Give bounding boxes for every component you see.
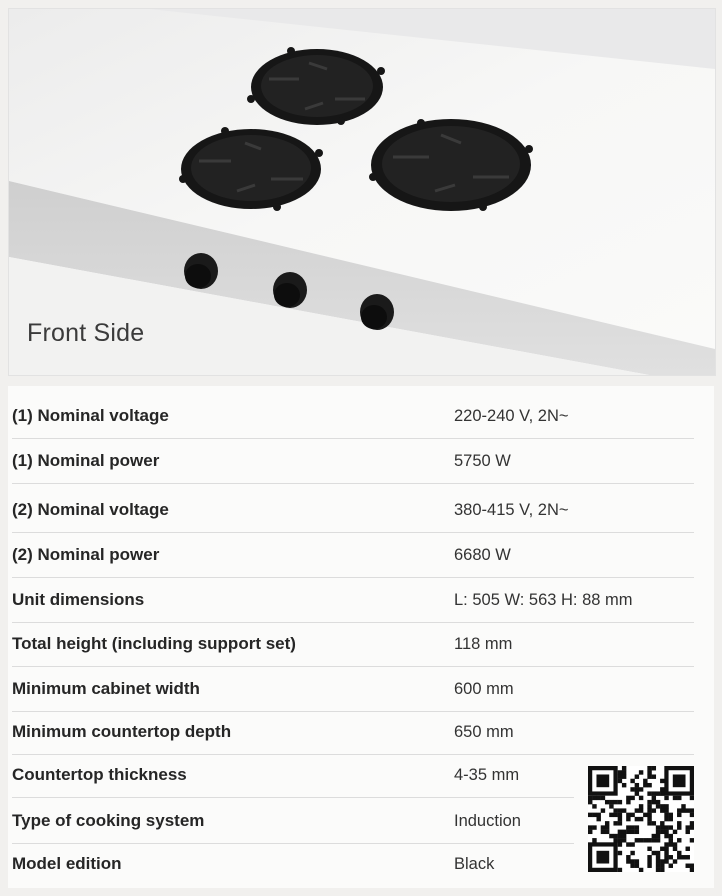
qr-module — [664, 830, 668, 834]
qr-module — [618, 817, 622, 821]
qr-module — [601, 808, 605, 812]
qr-module — [647, 864, 651, 868]
spec-label: Minimum countertop depth — [12, 722, 232, 741]
spec-label: (1) Nominal voltage — [12, 406, 169, 425]
qr-module — [609, 804, 613, 808]
qr-module — [652, 774, 656, 778]
qr-module — [639, 808, 643, 812]
qr-module — [605, 800, 609, 804]
qr-module — [626, 859, 630, 863]
spec-row — [12, 439, 694, 484]
qr-module — [652, 821, 656, 825]
qr-module — [622, 830, 626, 834]
qr-module — [660, 859, 664, 863]
qr-module — [677, 838, 681, 842]
qr-module — [639, 804, 643, 808]
qr-module — [609, 800, 613, 804]
qr-module — [656, 868, 660, 872]
qr-module — [664, 859, 668, 863]
qr-module — [652, 838, 656, 842]
qr-module — [660, 847, 664, 851]
qr-module — [652, 766, 656, 770]
qr-module — [635, 859, 639, 863]
qr-module — [656, 825, 660, 829]
qr-module — [613, 808, 617, 812]
qr-module — [596, 817, 600, 821]
qr-module — [647, 813, 651, 817]
qr-module — [630, 842, 634, 846]
qr-module — [622, 834, 626, 838]
spec-label: (1) Nominal power — [12, 451, 160, 470]
qr-module — [630, 830, 634, 834]
qr-module — [652, 808, 656, 812]
qr-module — [686, 864, 690, 868]
spec-label: Minimum cabinet width — [12, 679, 200, 698]
qr-module — [686, 830, 690, 834]
qr-module — [647, 804, 651, 808]
qr-module — [690, 838, 694, 842]
qr-module — [639, 868, 643, 872]
qr-module — [664, 851, 668, 855]
qr-module — [669, 834, 673, 838]
qr-module — [669, 838, 673, 842]
qr-module — [690, 796, 694, 800]
qr-module — [588, 796, 592, 800]
qr-module — [609, 813, 613, 817]
qr-module — [690, 808, 694, 812]
qr-module — [639, 770, 643, 774]
qr-module — [656, 855, 660, 859]
qr-module — [673, 796, 677, 800]
qr-module — [622, 808, 626, 812]
qr-module — [652, 834, 656, 838]
qr-module — [647, 838, 651, 842]
qr-module — [592, 838, 596, 842]
qr-module — [605, 830, 609, 834]
qr-module — [677, 813, 681, 817]
spec-row — [12, 842, 574, 886]
control-knob-icon — [184, 253, 218, 289]
qr-module — [588, 830, 592, 834]
spec-value: 600 mm — [454, 679, 514, 698]
spec-value: 118 mm — [454, 634, 513, 653]
qr-finder — [673, 774, 686, 787]
qr-module — [618, 813, 622, 817]
spec-value: L: 505 W: 563 H: 88 mm — [454, 590, 633, 609]
qr-module — [613, 838, 617, 842]
qr-module — [647, 791, 651, 795]
qr-module — [613, 800, 617, 804]
qr-module — [660, 864, 664, 868]
qr-module — [664, 855, 668, 859]
qr-module — [643, 783, 647, 787]
qr-module — [690, 825, 694, 829]
qr-module — [630, 796, 634, 800]
qr-module — [639, 796, 643, 800]
qr-module — [622, 770, 626, 774]
qr-module — [622, 838, 626, 842]
qr-finder — [596, 851, 609, 864]
qr-module — [588, 825, 592, 829]
qr-module — [686, 808, 690, 812]
spec-row — [12, 799, 574, 844]
qr-module — [613, 821, 617, 825]
qr-module — [677, 825, 681, 829]
qr-module — [592, 813, 596, 817]
qr-module — [635, 864, 639, 868]
spec-label: (2) Nominal voltage — [12, 500, 169, 519]
qr-module — [596, 813, 600, 817]
qr-module — [677, 851, 681, 855]
qr-module — [656, 838, 660, 842]
qr-module — [618, 800, 622, 804]
qr-module — [660, 830, 664, 834]
qr-module — [660, 804, 664, 808]
spec-label: Unit dimensions — [12, 590, 145, 609]
qr-module — [618, 774, 622, 778]
qr-module — [626, 813, 630, 817]
qr-module — [690, 821, 694, 825]
spec-value: 6680 W — [454, 545, 511, 564]
qr-module — [647, 766, 651, 770]
qr-module — [643, 779, 647, 783]
qr-module — [588, 813, 592, 817]
qr-module — [647, 817, 651, 821]
qr-module — [681, 855, 685, 859]
qr-module — [635, 817, 639, 821]
spec-label: (2) Nominal power — [12, 545, 160, 564]
qr-module — [656, 800, 660, 804]
qr-module — [656, 834, 660, 838]
qr-module — [647, 783, 651, 787]
qr-module — [647, 821, 651, 825]
qr-module — [618, 842, 622, 846]
qr-module — [652, 791, 656, 795]
qr-module — [664, 813, 668, 817]
qr-module — [656, 791, 660, 795]
qr-module — [626, 830, 630, 834]
spec-row — [12, 667, 694, 712]
qr-module — [592, 796, 596, 800]
qr-module — [639, 787, 643, 791]
qr-module — [618, 821, 622, 825]
qr-module — [622, 774, 626, 778]
qr-module — [656, 851, 660, 855]
qr-module — [630, 813, 634, 817]
qr-module — [664, 804, 668, 808]
qr-module — [647, 859, 651, 863]
qr-module — [660, 787, 664, 791]
qr-module — [690, 868, 694, 872]
qr-module — [686, 825, 690, 829]
qr-module — [592, 804, 596, 808]
qr-module — [664, 834, 668, 838]
qr-module — [669, 817, 673, 821]
qr-module — [596, 796, 600, 800]
qr-module — [652, 796, 656, 800]
qr-module — [618, 851, 622, 855]
qr-module — [690, 813, 694, 817]
qr-module — [588, 800, 592, 804]
qr-module — [630, 787, 634, 791]
qr-module — [630, 779, 634, 783]
qr-module — [652, 800, 656, 804]
qr-module — [664, 817, 668, 821]
qr-module — [664, 825, 668, 829]
qr-module — [664, 842, 668, 846]
qr-module — [618, 770, 622, 774]
qr-module — [601, 796, 605, 800]
qr-module — [630, 825, 634, 829]
qr-module — [635, 774, 639, 778]
qr-module — [626, 800, 630, 804]
qr-module — [601, 825, 605, 829]
image-caption: Front Side — [27, 319, 145, 347]
qr-module — [639, 838, 643, 842]
qr-module — [647, 770, 651, 774]
spec-label: Countertop thickness — [12, 765, 187, 784]
qr-module — [677, 796, 681, 800]
qr-module — [618, 779, 622, 783]
qr-module — [626, 817, 630, 821]
qr-module — [677, 855, 681, 859]
qr-module — [656, 864, 660, 868]
qr-module — [660, 821, 664, 825]
qr-module — [618, 808, 622, 812]
qr-module — [669, 864, 673, 868]
qr-module — [647, 855, 651, 859]
qr-module — [630, 851, 634, 855]
spec-value: 650 mm — [454, 722, 514, 741]
qr-module — [643, 813, 647, 817]
qr-module — [677, 808, 681, 812]
qr-finder — [596, 774, 609, 787]
qr-module — [635, 838, 639, 842]
spec-label: Total height (including support set) — [12, 634, 296, 653]
qr-module — [626, 796, 630, 800]
spec-value: 220-240 V, 2N~ — [454, 406, 569, 425]
qr-module — [669, 825, 673, 829]
qr-module — [647, 847, 651, 851]
qr-module — [660, 779, 664, 783]
qr-module — [626, 825, 630, 829]
qr-module — [647, 808, 651, 812]
qr-module — [669, 813, 673, 817]
qr-module — [669, 842, 673, 846]
qr-module — [630, 864, 634, 868]
spec-row — [12, 622, 694, 667]
qr-module — [673, 842, 677, 846]
qr-module — [626, 855, 630, 859]
spec-label: Type of cooking system — [12, 811, 205, 830]
qr-module — [635, 787, 639, 791]
qr-module — [605, 821, 609, 825]
qr-module — [626, 842, 630, 846]
qr-module — [660, 791, 664, 795]
qr-module — [673, 847, 677, 851]
qr-module — [618, 834, 622, 838]
qr-module — [618, 838, 622, 842]
qr-module — [677, 821, 681, 825]
product-image — [8, 8, 716, 376]
spec-value: 4-35 mm — [454, 765, 520, 784]
qr-module — [643, 838, 647, 842]
qr-module — [635, 783, 639, 787]
qr-module — [664, 808, 668, 812]
qr-module — [635, 830, 639, 834]
qr-module — [686, 847, 690, 851]
spec-row — [12, 488, 694, 533]
qr-module — [613, 813, 617, 817]
spec-row — [12, 533, 694, 578]
qr-module — [660, 825, 664, 829]
qr-module — [622, 766, 626, 770]
qr-module — [660, 808, 664, 812]
qr-module — [647, 774, 651, 778]
qr-module — [652, 851, 656, 855]
spec-value: Black — [454, 854, 495, 873]
qr-module — [656, 804, 660, 808]
qr-module — [656, 859, 660, 863]
qr-module — [686, 855, 690, 859]
qr-module — [601, 830, 605, 834]
spec-row — [12, 578, 694, 623]
qr-module — [664, 796, 668, 800]
control-knob-icon — [273, 272, 307, 308]
spec-label: Model edition — [12, 854, 122, 873]
qr-module — [647, 800, 651, 804]
spec-value: Induction — [454, 811, 521, 830]
qr-module — [592, 825, 596, 829]
spec-row — [12, 710, 694, 755]
qr-module — [605, 825, 609, 829]
qr-module — [660, 868, 664, 872]
qr-module — [639, 817, 643, 821]
qr-module — [681, 804, 685, 808]
qr-module — [673, 859, 677, 863]
spec-row — [12, 394, 694, 439]
qr-module — [690, 864, 694, 868]
qr-module — [618, 868, 622, 872]
qr-module — [664, 847, 668, 851]
qr-module — [609, 834, 613, 838]
qr-module — [613, 834, 617, 838]
qr-module — [630, 859, 634, 863]
qr-module — [681, 808, 685, 812]
qr-module — [635, 791, 639, 795]
qr-module — [673, 830, 677, 834]
spec-row — [12, 753, 574, 798]
qr-code-graphic — [588, 766, 694, 872]
qr-module — [618, 830, 622, 834]
qr-module — [635, 808, 639, 812]
control-knob-icon — [360, 294, 394, 330]
qr-module — [656, 830, 660, 834]
qr-module — [669, 855, 673, 859]
spec-value: 5750 W — [454, 451, 511, 470]
qr-code-icon[interactable] — [588, 766, 694, 872]
spec-value: 380-415 V, 2N~ — [454, 500, 569, 519]
qr-module — [622, 783, 626, 787]
qr-module — [635, 825, 639, 829]
